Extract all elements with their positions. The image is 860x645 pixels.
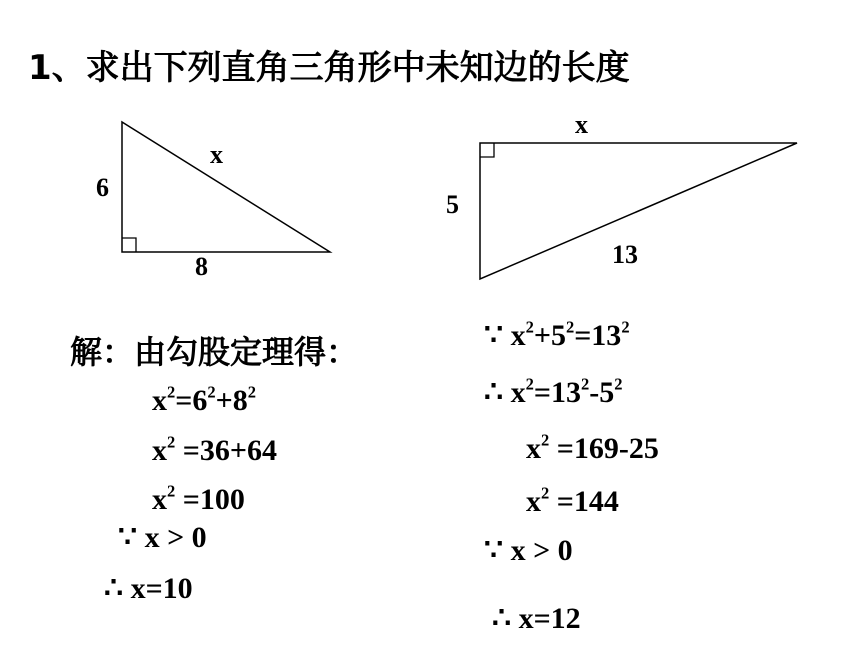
triangle-2	[480, 143, 797, 279]
right-angle-mark-2	[480, 143, 494, 157]
page-title: 1、求出下列直角三角形中未知边的长度	[28, 48, 630, 88]
triangle1-side-8: 8	[195, 252, 208, 281]
solution1-therefore: ∴ x=10	[104, 572, 193, 605]
right-angle-mark-1	[122, 238, 136, 252]
solution2-because: ∵ x > 0	[484, 534, 573, 567]
triangle1-side-6: 6	[96, 173, 109, 202]
solution1-because: ∵ x > 0	[118, 521, 207, 554]
solution1-line1: $x^2=6^2+8^2$	[152, 382, 256, 417]
solution2-line4: $x^2 =144$	[526, 483, 619, 518]
solution2-therefore: ∴ x=12	[492, 602, 581, 635]
solution2-line1: ∵ $x^2+5^2=13^2$	[484, 317, 630, 352]
triangle1-hypotenuse-x: x	[210, 140, 223, 169]
triangle2-side-5: 5	[446, 190, 459, 219]
triangle2-side-x: x	[575, 110, 588, 139]
solution1-intro: 解：由勾股定理得：	[70, 333, 359, 371]
solution2-line2: ∴ $x^2=13^2-5^2$	[484, 374, 623, 409]
solution1-line2: $x^2 =36+64$	[152, 432, 277, 467]
solution2-line3: $x^2 =169-25$	[526, 430, 659, 465]
triangle2-hypotenuse-13: 13	[612, 240, 638, 269]
triangle-1	[122, 122, 330, 252]
solution1-line3: $x^2 =100$	[152, 481, 245, 516]
